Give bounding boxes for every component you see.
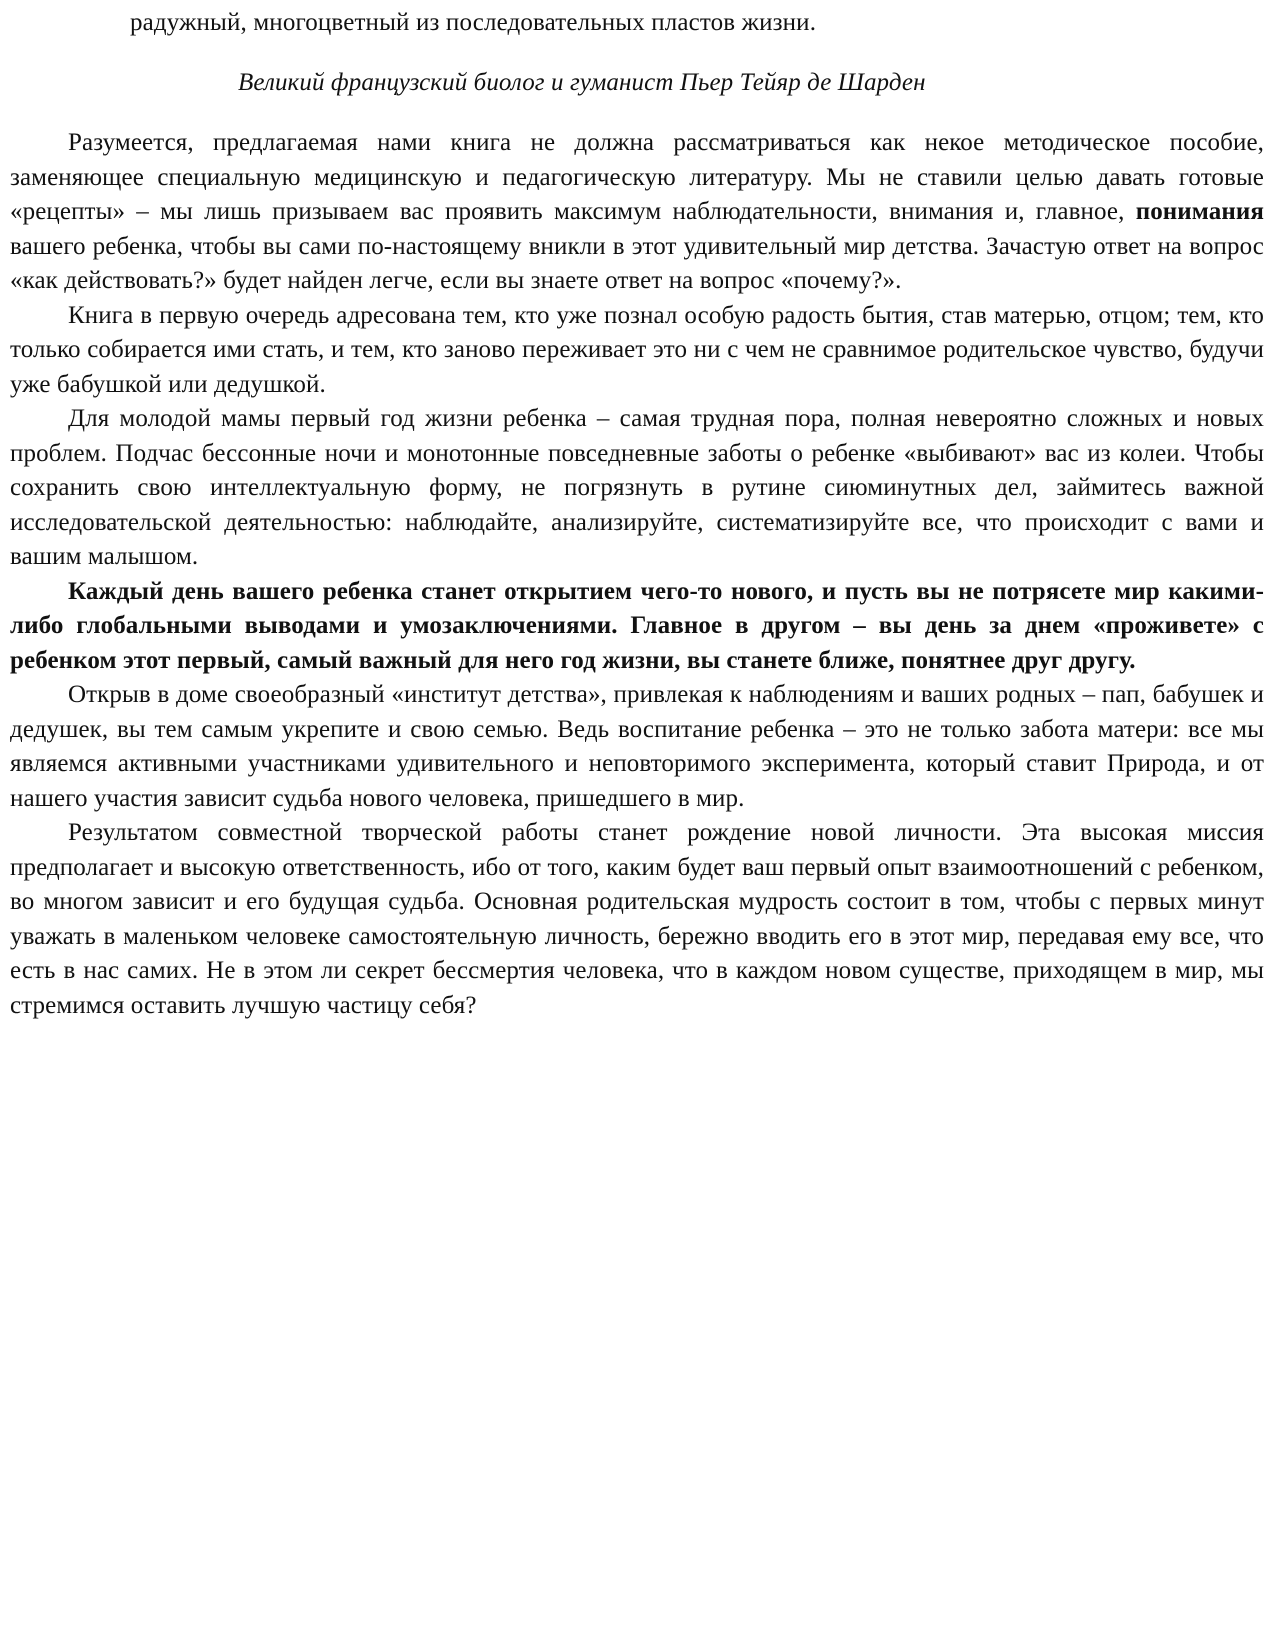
paragraph-1-text-end: вашего ребенка, чтобы вы сами по-настоящему вникли в этот удивительный мир детства. Зачастую ответ на вопрос «как действовать?» будет найден легче, если вы знаете ответ на вопрос «почему?». <box>10 232 1264 294</box>
paragraph-5: Открыв в доме своеобразный «институт детства», привлекая к наблюдениям и ваших родных – пап, бабушек и дедушек, вы тем самым укрепите и свою семью. Ведь воспитание ребенка – это не только забота матери: все мы являемся активными участниками удивительного и неповторимого эксперимента, который ставит Природа, и от нашего участия зависит судьба нового человека, пришедшего в мир. <box>10 681 1264 812</box>
epigraph-quote-tail: радужный, многоцветный из последовательных пластов жизни. <box>130 9 817 36</box>
body-text <box>10 126 1264 1023</box>
paragraph-1-text-start: Разумеется, предлагаемая нами книга не должна рассматриваться как некое методическое пособие, заменяющее специальную медицинскую и педагогическую литературу. Мы не ставили целью давать готовые «рецепты» – мы лишь призываем вас проявить максимум наблюдательности, внимания и, главное, <box>10 129 1264 225</box>
document-page <box>10 6 1264 1023</box>
paragraph-3: Для молодой мамы первый год жизни ребенка – самая трудная пора, полная невероятно сложных и новых проблем. Подчас бессонные ночи и монотонные повседневные заботы о ребенке «выбивают» вас из колеи. Чтобы сохранить свою интеллектуальную форму, не погрязнуть в рутине сиюминутных дел, займитесь важной исследовательской деятельностью: наблюдайте, анализируйте, систематизируйте все, что происходит с вами и вашим малышом. <box>10 405 1264 570</box>
paragraph-6: Результатом совместной творческой работы станет рождение новой личности. Эта высокая миссия предполагает и высокую ответственность, ибо от того, каким будет ваш первый опыт взаимоотношений с ребенком, во многом зависит и его будущая судьба. Основная родительская мудрость состоит в том, чтобы с первых минут уважать в маленьком человеке самостоятельную личность, бережно вводить его в этот мир, передавая ему все, что есть в нас самих. Не в этом ли секрет бессмертия человека, что в каждом новом существе, приходящем в мир, мы стремимся оставить лучшую частицу себя? <box>10 819 1264 1019</box>
paragraph-1-bold-word: понимания <box>1135 198 1264 225</box>
paragraph-1 <box>10 126 1264 299</box>
paragraph-4-bold: Каждый день вашего ребенка станет открытием чего-то нового, и пусть вы не потрясете мир какими-либо глобальными выводами и умозаключениями. Главное в другом – вы день за днем «проживете» с ребенком этот первый, самый важный для него год жизни, вы станете ближе, понятнее друг другу. <box>10 577 1264 674</box>
paragraph-2: Книга в первую очередь адресована тем, кто уже познал особую радость бытия, став матерью, отцом; тем, кто только собирается ими стать, и тем, кто заново переживает это ни с чем не сравнимое родительское чувство, будучи уже бабушкой или дедушкой. <box>10 301 1264 398</box>
epigraph-author: Великий французский биолог и гуманист Пьер Тейяр де Шарден <box>238 69 926 96</box>
